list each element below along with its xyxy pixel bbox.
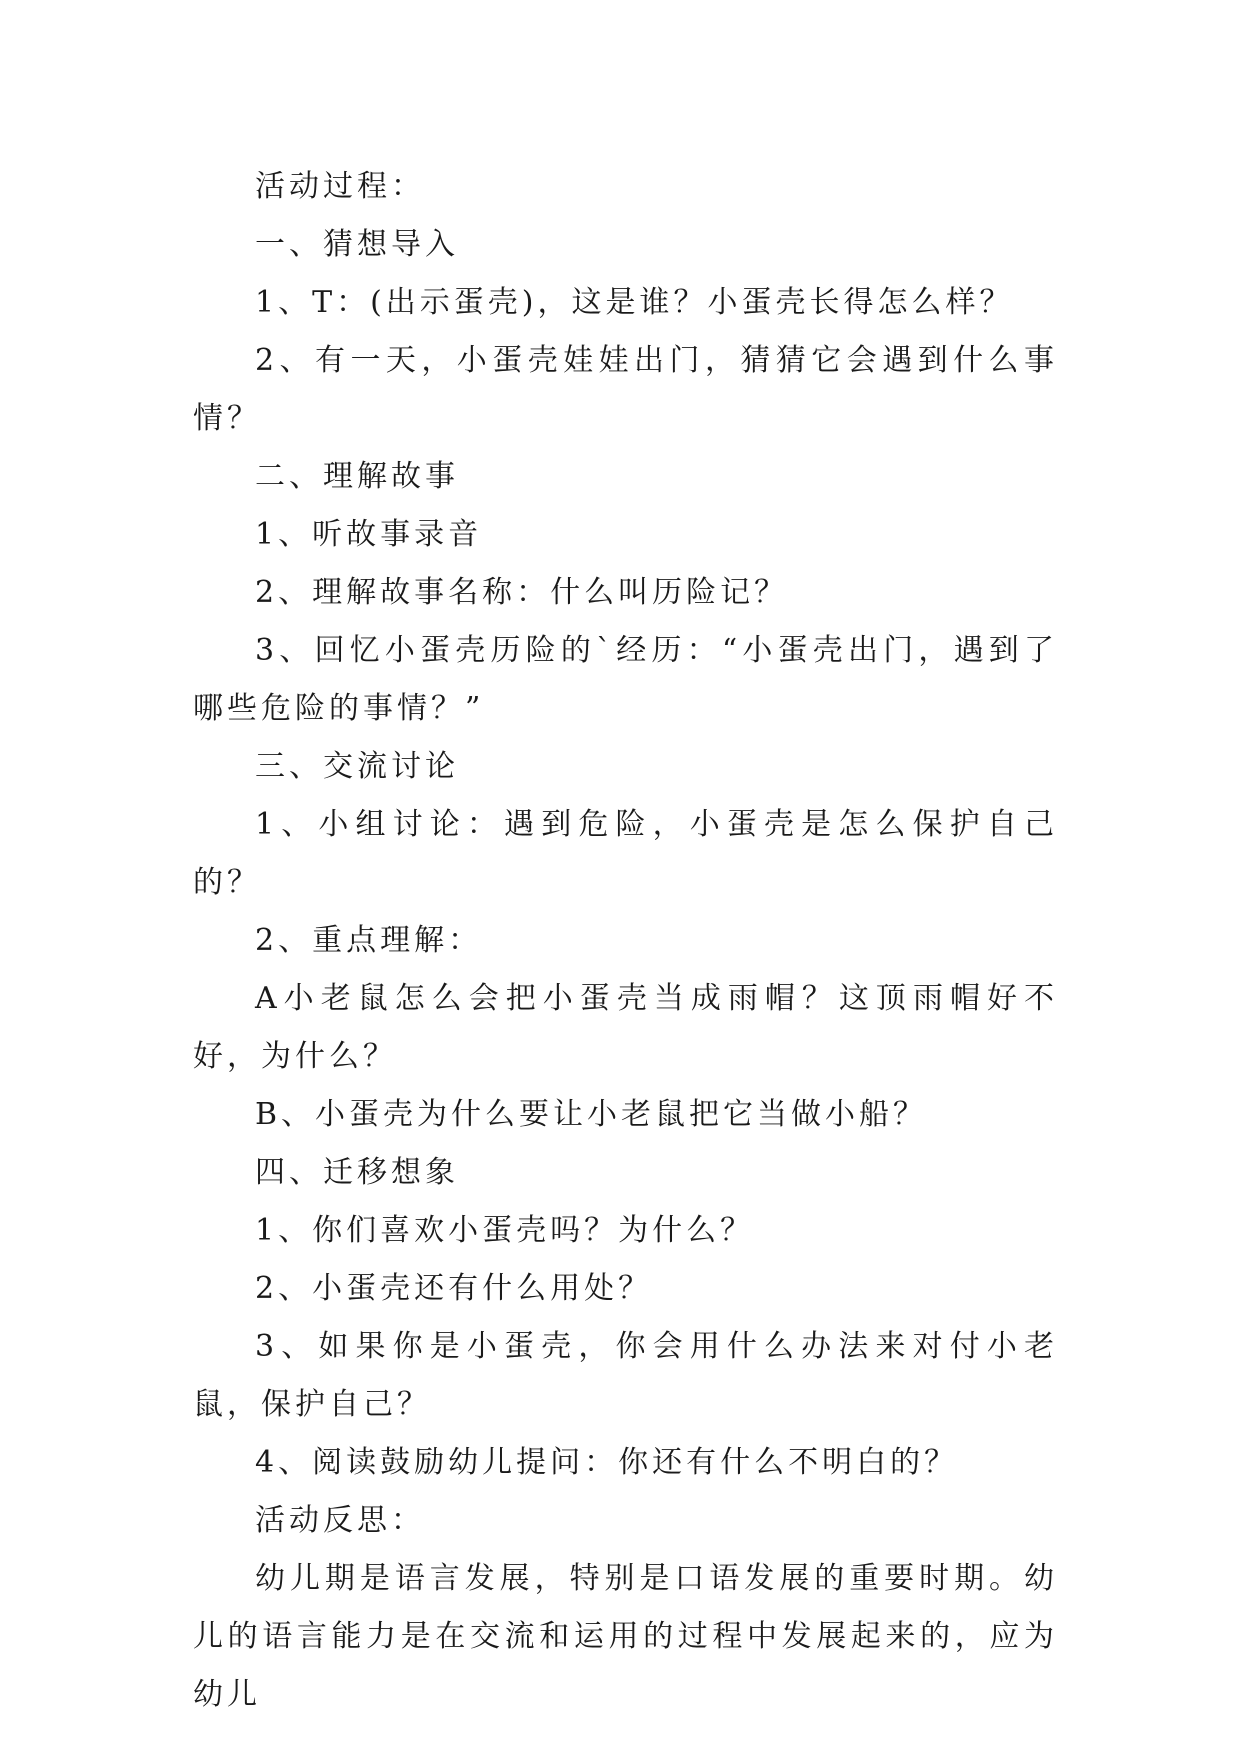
- paragraph: 1、你们喜欢小蛋壳吗？为什么？: [255, 1213, 755, 1248]
- document-body: [193, 158, 1058, 1724]
- paragraph: 3、如果你是小蛋壳，你会用什么办法来对付小老鼠，保护自己？: [193, 1329, 1058, 1422]
- heading-activity-reflection: 活动反思：: [255, 1503, 425, 1538]
- paragraph: A小老鼠怎么会把小蛋壳当成雨帽？这顶雨帽好不好，为什么？: [193, 981, 1058, 1074]
- paragraph: 1、T：(出示蛋壳)，这是谁？小蛋壳长得怎么样？: [255, 285, 1014, 320]
- section-3-heading: 三、交流讨论: [255, 749, 459, 784]
- paragraph: 2、有一天，小蛋壳娃娃出门，猜猜它会遇到什么事情？: [193, 343, 1058, 436]
- paragraph: B、小蛋壳为什么要让小老鼠把它当做小船？: [255, 1097, 928, 1132]
- paragraph: 3、回忆小蛋壳历险的`经历：“小蛋壳出门，遇到了哪些危险的事情？”: [193, 633, 1058, 726]
- section-4-heading: 四、迁移想象: [255, 1155, 459, 1190]
- paragraph: 2、重点理解：: [255, 923, 483, 958]
- section-1-heading: 一、猜想导入: [255, 227, 459, 262]
- paragraph: 2、理解故事名称：什么叫历险记？: [255, 575, 789, 610]
- section-2-heading: 二、理解故事: [255, 459, 459, 494]
- paragraph: 1、听故事录音: [255, 517, 483, 552]
- paragraph: 幼儿期是语言发展，特别是口语发展的重要时期。幼儿的语言能力是在交流和运用的过程中发展起来的，应为幼儿: [193, 1561, 1058, 1712]
- heading-activity-process: 活动过程：: [255, 169, 425, 204]
- paragraph: 1、小组讨论：遇到危险，小蛋壳是怎么保护自己的？: [193, 807, 1058, 900]
- paragraph: 2、小蛋壳还有什么用处？: [255, 1271, 653, 1306]
- paragraph: 4、阅读鼓励幼儿提问：你还有什么不明白的？: [255, 1445, 959, 1480]
